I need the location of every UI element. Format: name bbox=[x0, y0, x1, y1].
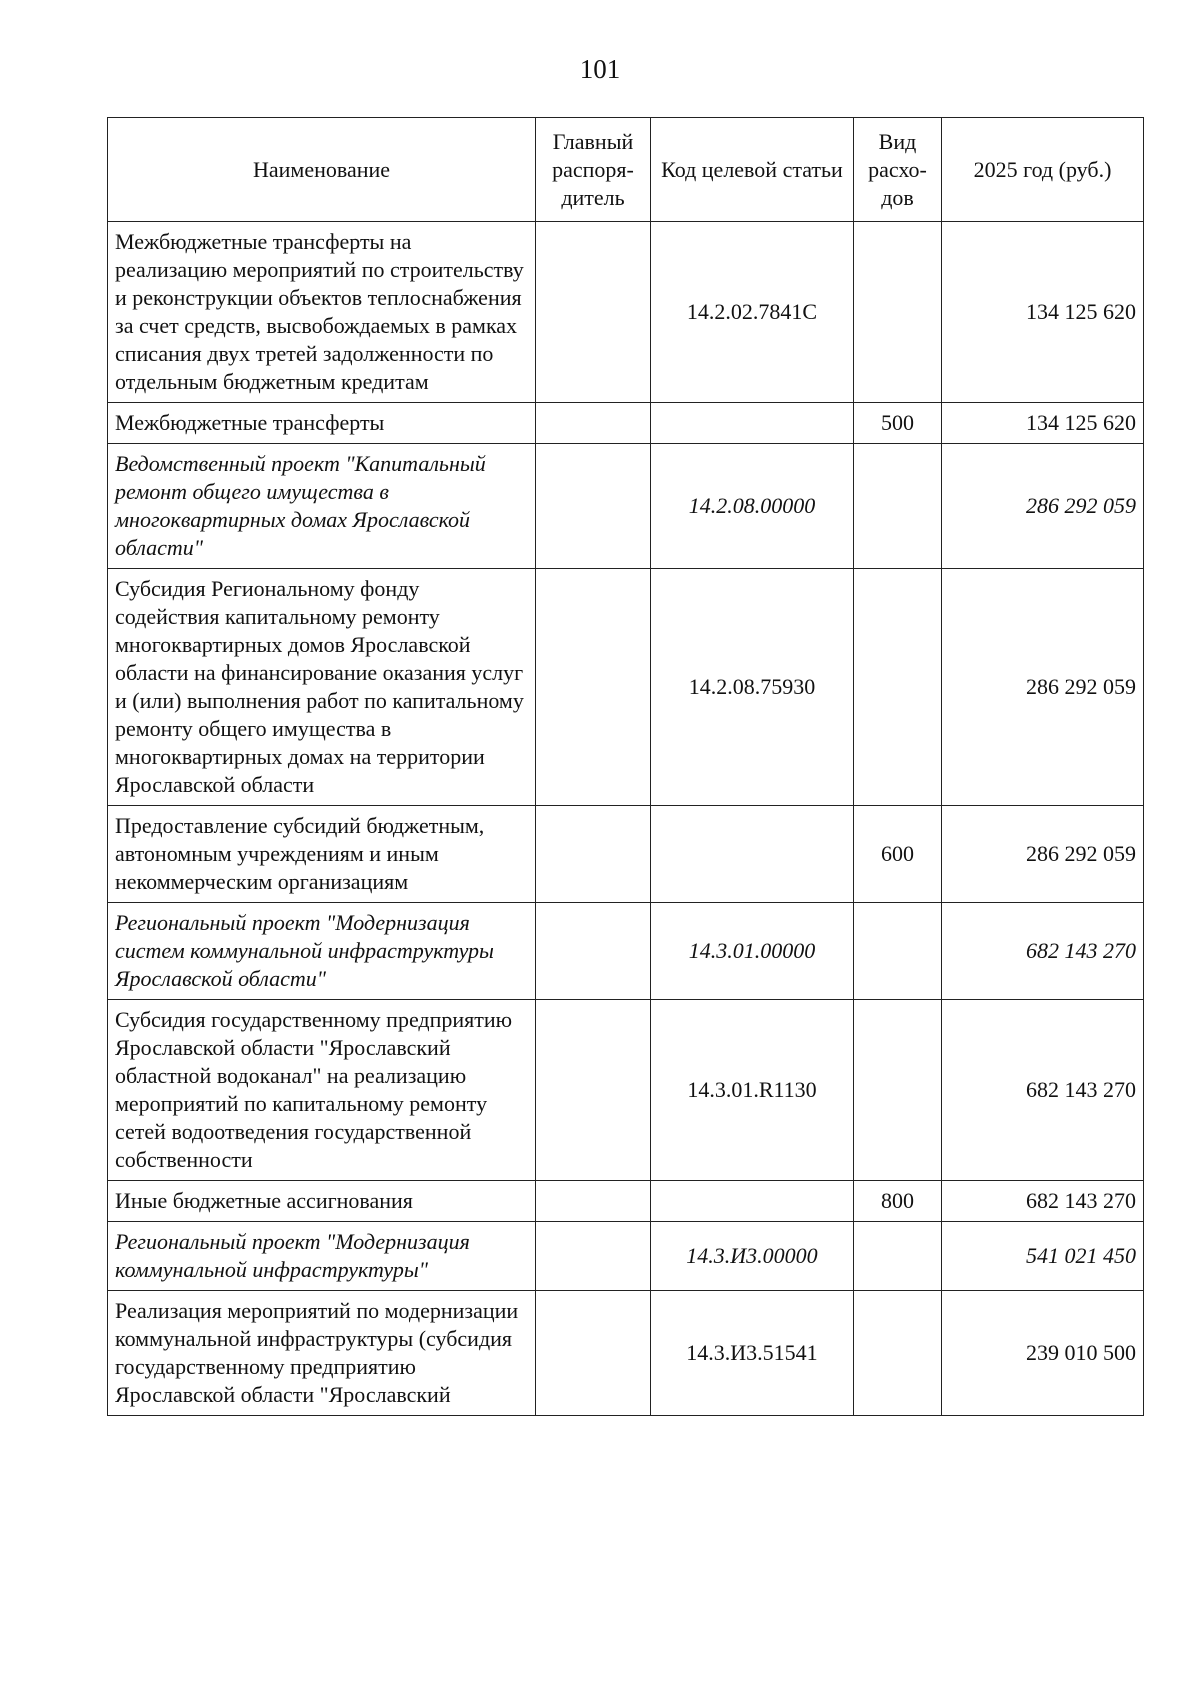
cell-chief-manager bbox=[536, 1181, 651, 1222]
cell-amount: 286 292 059 bbox=[942, 806, 1144, 903]
cell-amount: 239 010 500 bbox=[942, 1291, 1144, 1416]
cell-chief-manager bbox=[536, 569, 651, 806]
cell-chief-manager bbox=[536, 1222, 651, 1291]
cell-expense-type bbox=[854, 1000, 942, 1181]
cell-name: Региональный проект "Модернизация систем коммунальной инфраструктуры Ярославской области" bbox=[108, 903, 536, 1000]
cell-name: Субсидия Региональному фонду содействия капитальному ремонту многоквартирных домов Ярославской области на финансирование оказания услуг и (или) выполнения работ по капитальному ремонту общего имущества в многоквартирных домах на территории Ярославской области bbox=[108, 569, 536, 806]
header-chief-manager: Главный распоря-дитель bbox=[536, 118, 651, 222]
cell-chief-manager bbox=[536, 222, 651, 403]
cell-amount: 286 292 059 bbox=[942, 569, 1144, 806]
cell-amount: 541 021 450 bbox=[942, 1222, 1144, 1291]
cell-target-code: 14.3.И3.00000 bbox=[651, 1222, 854, 1291]
cell-amount: 286 292 059 bbox=[942, 444, 1144, 569]
cell-chief-manager bbox=[536, 403, 651, 444]
budget-table bbox=[107, 117, 1144, 1416]
cell-amount: 682 143 270 bbox=[942, 1181, 1144, 1222]
cell-amount: 682 143 270 bbox=[942, 1000, 1144, 1181]
cell-chief-manager bbox=[536, 444, 651, 569]
table-row bbox=[108, 1222, 1144, 1291]
cell-name: Ведомственный проект "Капитальный ремонт общего имущества в многоквартирных домах Ярославской области" bbox=[108, 444, 536, 569]
cell-expense-type: 800 bbox=[854, 1181, 942, 1222]
cell-expense-type bbox=[854, 569, 942, 806]
table-row bbox=[108, 569, 1144, 806]
cell-target-code: 14.3.01.00000 bbox=[651, 903, 854, 1000]
table-row bbox=[108, 1291, 1144, 1416]
table-header-row bbox=[108, 118, 1144, 222]
cell-amount: 134 125 620 bbox=[942, 403, 1144, 444]
cell-name: Реализация мероприятий по модернизации коммунальной инфраструктуры (субсидия государственному предприятию Ярославской области "Ярославский bbox=[108, 1291, 536, 1416]
cell-name: Межбюджетные трансферты bbox=[108, 403, 536, 444]
table-row bbox=[108, 403, 1144, 444]
cell-chief-manager bbox=[536, 1291, 651, 1416]
cell-chief-manager bbox=[536, 903, 651, 1000]
table-row bbox=[108, 806, 1144, 903]
cell-amount: 682 143 270 bbox=[942, 903, 1144, 1000]
page-number: 101 bbox=[579, 54, 621, 84]
header-name: Наименование bbox=[108, 118, 536, 222]
cell-expense-type bbox=[854, 222, 942, 403]
header-year-2025: 2025 год (руб.) bbox=[942, 118, 1144, 222]
cell-target-code bbox=[651, 1181, 854, 1222]
cell-chief-manager bbox=[536, 1000, 651, 1181]
cell-target-code: 14.3.01.R1130 bbox=[651, 1000, 854, 1181]
table-row bbox=[108, 222, 1144, 403]
cell-target-code bbox=[651, 403, 854, 444]
cell-target-code: 14.2.02.7841С bbox=[651, 222, 854, 403]
header-target-code: Код целевой статьи bbox=[651, 118, 854, 222]
cell-target-code: 14.2.08.00000 bbox=[651, 444, 854, 569]
cell-chief-manager bbox=[536, 806, 651, 903]
cell-expense-type bbox=[854, 1291, 942, 1416]
cell-target-code: 14.2.08.75930 bbox=[651, 569, 854, 806]
table-row bbox=[108, 1181, 1144, 1222]
table-row bbox=[108, 903, 1144, 1000]
cell-expense-type: 500 bbox=[854, 403, 942, 444]
cell-name: Субсидия государственному предприятию Ярославской области "Ярославский областной водоканал" на реализацию мероприятий по капитальному ремонту сетей водоотведения государственной собственности bbox=[108, 1000, 536, 1181]
table-row bbox=[108, 444, 1144, 569]
table-body bbox=[108, 222, 1144, 1416]
cell-target-code bbox=[651, 806, 854, 903]
cell-expense-type bbox=[854, 444, 942, 569]
table-row bbox=[108, 1000, 1144, 1181]
cell-name: Иные бюджетные ассигнования bbox=[108, 1181, 536, 1222]
cell-name: Межбюджетные трансферты на реализацию мероприятий по строительству и реконструкции объектов теплоснабжения за счет средств, высвобождаемых в рамках списания двух третей задолженности по отдельным бюджетным кредитам bbox=[108, 222, 536, 403]
cell-amount: 134 125 620 bbox=[942, 222, 1144, 403]
cell-name: Предоставление субсидий бюджетным, автономным учреждениям и иным некоммерческим организациям bbox=[108, 806, 536, 903]
cell-target-code: 14.3.И3.51541 bbox=[651, 1291, 854, 1416]
cell-expense-type bbox=[854, 903, 942, 1000]
cell-name: Региональный проект "Модернизация коммунальной инфраструктуры" bbox=[108, 1222, 536, 1291]
cell-expense-type: 600 bbox=[854, 806, 942, 903]
header-expense-type: Вид расхо-дов bbox=[854, 118, 942, 222]
cell-expense-type bbox=[854, 1222, 942, 1291]
